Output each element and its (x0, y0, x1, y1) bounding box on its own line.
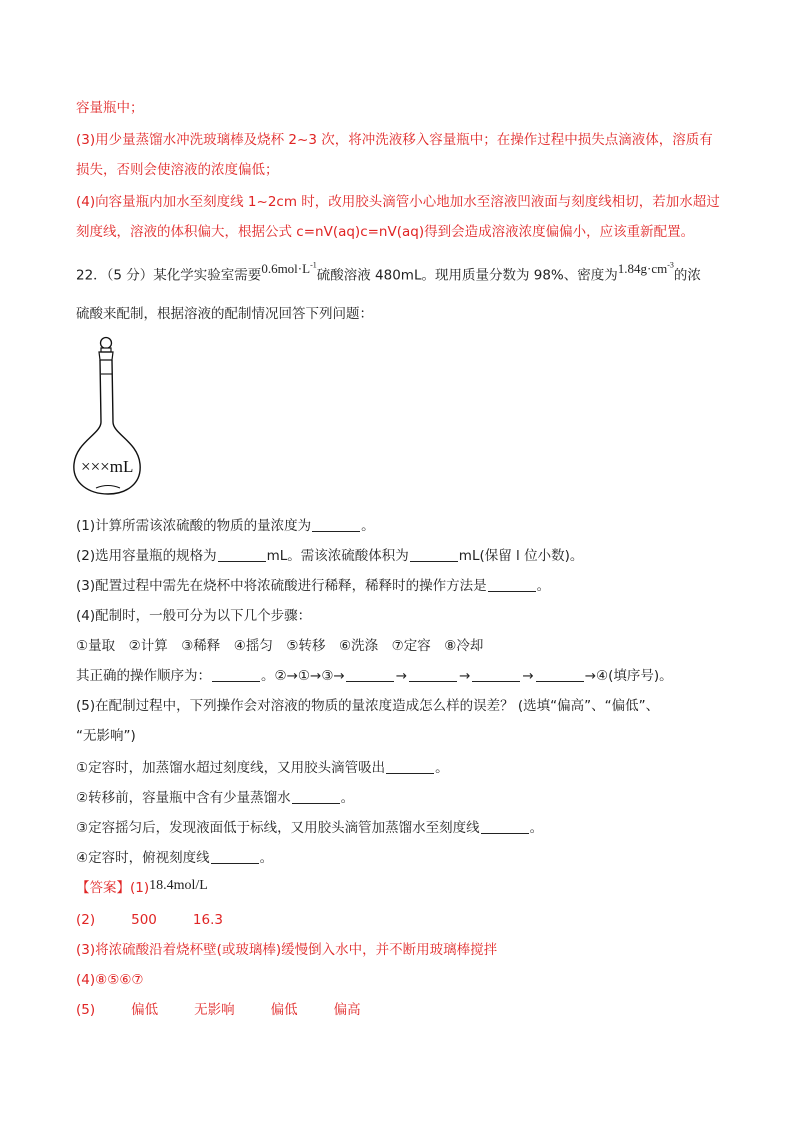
prev-answer-line-4: (4)向容量瓶内加水至刻度线 1~2cm 时，改用胶头滴管小心地加水至溶液凹液面与刻度线相切，若加水超过 (76, 194, 720, 210)
subquestion-3-text: (3)配置过程中需先在烧杯中将浓硫酸进行稀释，稀释时的操作方法是 (76, 578, 487, 594)
subquestion-1-text: (1)计算所需该浓硫酸的物质的量浓度为 (76, 518, 312, 534)
answer-5-value-2: 无影响 (194, 1002, 235, 1018)
concentration-formula (261, 261, 316, 276)
answer-line-3: (3)将浓硫酸沿着烧杯壁(或玻璃棒)缓慢倒入水中，并不断用玻璃棒搅拌 (76, 942, 498, 958)
subquestion-2-text-b: mL。需该浓硫酸体积为 (266, 548, 409, 564)
punctuation: 。 (435, 760, 449, 776)
answer-blank[interactable] (292, 789, 340, 804)
flask-label: ×××mL (81, 457, 134, 476)
concentration-sup: -1 (310, 261, 317, 270)
question-mid-text: 硫酸溶液 480mL。现用质量分数为 98%、密度为 (316, 267, 618, 284)
density-sup: -3 (667, 261, 674, 270)
answer-line-5 (76, 1000, 361, 1020)
subquestion-2 (76, 546, 583, 566)
subquestion-1 (76, 516, 375, 536)
scenario-2-text: ②转移前，容量瓶中含有少量蒸馏水 (76, 790, 291, 806)
answer-blank[interactable] (312, 517, 360, 532)
scenario-4-text: ④定容时，俯视刻度线 (76, 850, 210, 866)
question-number: 22．（5 分）某化学实验室需要 (76, 267, 262, 284)
scenario-3-text: ③定容摇匀后，发现液面低于标线，又用胶头滴管加蒸馏水至刻度线 (76, 820, 480, 836)
step-list: ①量取 ②计算 ③稀释 ④摇匀 ⑤转移 ⑥洗涤 ⑦定容 ⑧冷却 (76, 638, 484, 654)
punctuation: 。 (536, 578, 551, 594)
answer-blank[interactable] (386, 759, 434, 774)
concentration-value: 0.6mol·L (261, 261, 311, 277)
prev-answer-line-5: 刻度线，溶液的体积偏大，根据公式 c=nV(aq)c=nV(aq)得到会造成溶液浓度偏偏小，应该重新配置。 (76, 224, 695, 240)
arrow-glyph: → (395, 668, 408, 684)
answer-blank[interactable] (410, 547, 458, 562)
answer-line-2 (76, 910, 223, 930)
answer-5-value-1: 偏低 (131, 1002, 159, 1018)
answer-5-value-4: 偏高 (333, 1002, 361, 1018)
punctuation: 。 (361, 518, 375, 534)
order-text-end: →④(填序号)。 (584, 668, 673, 684)
answer-1-value: 18.4mol/L (149, 878, 208, 893)
prev-answer-line-3: 损失，否则会使溶液的浓度偏低； (76, 162, 279, 178)
order-text-a: 其正确的操作顺序为： (76, 668, 211, 684)
subquestion-3 (76, 576, 550, 596)
punctuation: 。 (340, 790, 355, 806)
answer-blank[interactable] (218, 547, 266, 562)
answer-blank[interactable] (472, 667, 520, 682)
answer-line-4: (4)⑧⑤⑥⑦ (76, 972, 144, 988)
scenario-1-text: ①定容时，加蒸馏水超过刻度线，又用胶头滴管吸出 (76, 760, 386, 776)
arrow-glyph: → (459, 668, 471, 684)
question-22-line-2: 硫酸来配制，根据溶液的配制情况回答下列问题： (76, 306, 373, 322)
scenario-1 (76, 758, 449, 778)
question-22-stem (76, 262, 701, 285)
order-line (76, 666, 673, 686)
answer-2-label: (2) (76, 912, 96, 928)
order-text-b: 。②→①→③→ (261, 668, 345, 684)
answer-tag: 【答案】 (76, 880, 130, 896)
density-value: 1.84g·cm (617, 261, 668, 277)
answer-blank[interactable] (409, 667, 457, 682)
subquestion-5-line-1: (5)在配制过程中，下列操作会对溶液的物质的量浓度造成怎么样的误差？ (选填“偏高”、“偏低”、 (76, 698, 660, 714)
prev-answer-line-2: (3)用少量蒸馏水冲洗玻璃棒及烧杯 2~3 次，将冲洗液移入容量瓶中；在操作过程中损失点滴液体，溶质有 (76, 132, 713, 148)
answer-blank[interactable] (346, 667, 394, 682)
answer-blank[interactable] (211, 849, 259, 864)
subquestion-4: (4)配制时，一般可分为以下几个步骤： (76, 608, 312, 624)
answer-1-label: (1) (130, 880, 150, 896)
answer-blank[interactable] (481, 819, 529, 834)
subquestion-5-line-2: “无影响”) (76, 728, 136, 744)
answer-2-value-1: 500 (131, 912, 157, 928)
answer-5-label: (5) (76, 1002, 96, 1018)
question-tail: 的浓 (673, 267, 701, 284)
punctuation: 。 (529, 820, 544, 836)
answer-line-1 (76, 878, 208, 899)
volumetric-flask-figure (70, 334, 154, 498)
density-formula (618, 261, 674, 276)
scenario-2 (76, 788, 354, 808)
subquestion-2-text-c: mL(保留 l 位小数)。 (458, 548, 584, 564)
arrow-glyph: → (522, 668, 534, 684)
punctuation: 。 (259, 850, 274, 866)
subquestion-2-text-a: (2)选用容量瓶的规格为 (76, 548, 217, 564)
answer-blank[interactable] (212, 667, 260, 682)
scenario-3 (76, 818, 543, 838)
answer-5-value-3: 偏低 (270, 1002, 298, 1018)
answer-2-value-2: 16.3 (192, 912, 223, 928)
answer-blank[interactable] (488, 577, 536, 592)
scenario-4 (76, 848, 273, 868)
answer-blank[interactable] (536, 667, 584, 682)
prev-answer-line-1: 容量瓶中； (76, 100, 144, 116)
